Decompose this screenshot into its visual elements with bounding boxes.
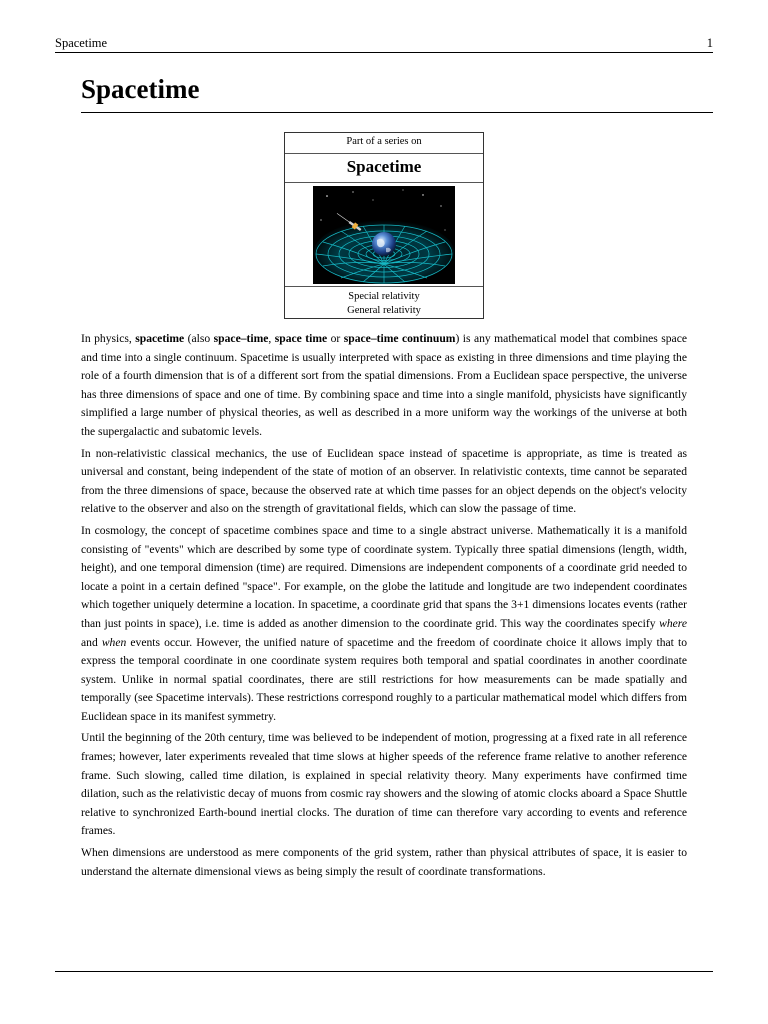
term-spacetime: spacetime	[135, 332, 185, 345]
paragraph-intro: In physics, spacetime (also space–time, space time or space–time continuum) is any mathematical model that combines space and time into a single continuum. Spacetime is usually interpreted with space as existing in three dimensions and time playing the role of a fourth dimension that is of a different sort from the spatial dimensions. From a Euclidean space perspective, the universe has three dimensions of space and one of time. By combining space and time into a single manifold, physicists have significantly simplified a large number of physical theories, as well as described in a more uniform way the workings of the universe at both the supergalactic and subatomic levels.	[81, 332, 687, 438]
page-number: 1	[706, 36, 713, 50]
paragraph-time-dilation: Until the beginning of the 20th century, time was believed to be independent of motion, progressing at a fixed rate in all reference frames; however, later experiments revealed that time slows at higher speeds of the reference frame relative to another reference frame. Such slowing, called time dilation, is explained in special relativity theory. Many experiments have confirmed time dilation, such as the relativistic decay of muons from cosmic ray showers and the slowing of atomic clocks aboard a Space Shuttle relative to synchronized Earth-bound inertial clocks. The duration of time can therefore vary according to events and reference frames.	[81, 731, 687, 838]
emphasis-when: when	[101, 635, 127, 649]
title-divider	[81, 112, 713, 113]
infobox-links	[285, 287, 483, 318]
infobox-series-label: Part of a series on	[285, 133, 483, 154]
page-title: Spacetime	[81, 74, 200, 104]
term-space-time: space–time	[213, 332, 269, 345]
link-general-relativity[interactable]: General relativity	[347, 305, 421, 316]
infobox-image	[285, 183, 483, 287]
paragraph-cosmology: In cosmology, the concept of spacetime combines space and time to a single abstract universe. Mathematically it is a manifold consisting of "events" which are described by some type of coordinate system. Typically three spatial dimensions (length, width, height), and one temporal dimension (time) are required. Dimensions are independent components of a coordinate grid needed to locate a point in a certain defined "space". For example, on the globe the latitude and longitude are two independent coordinates which together uniquely determine a location. In spacetime, a coordinate grid that spans the 3+1 dimensions locates events (rather than just points in space), i.e. time is added as another dimension to the coordinate grid. This way the coordinates specify where and when events occur. However, the unified nature of spacetime and the freedom of coordinate choice it allows imply that to express the temporal coordinate in one coordinate system requires both temporal and spatial coordinates in another coordinate system. Unlike in normal spatial coordinates, there are still restrictions for how measurements can be made spatially and temporally (see Spacetime intervals). These restrictions correspond roughly to a particular mathematical model which differs from Euclidean space in its manifest symmetry.	[81, 523, 687, 723]
series-infobox	[284, 132, 484, 319]
paragraph-classical-mechanics: In non-relativistic classical mechanics, the use of Euclidean space instead of spacetime is appropriate, as time is treated as universal and constant, being independent of the state of motion of an observer. In relativistic contexts, time cannot be separated from the three dimensions of space, because the observed rate at which time passes for an object depends on the object's velocity relative to the observer and also on the strength of gravitational fields, which can slow the passage of time.	[81, 446, 687, 516]
running-header	[55, 36, 713, 53]
article-body	[81, 330, 687, 884]
term-space-time-continuum: space–time continuum	[343, 332, 456, 345]
infobox-series-title[interactable]: Spacetime	[285, 154, 483, 183]
running-header-title: Spacetime	[55, 36, 108, 50]
emphasis-where: where	[659, 616, 687, 630]
spacetime-curvature-icon	[313, 186, 455, 284]
footer-divider	[55, 971, 713, 972]
paragraph-dimensions: When dimensions are understood as mere components of the grid system, rather than physical attributes of space, it is easier to understand the alternate dimensional views as being simply the result of coordinate transformations.	[81, 846, 687, 878]
term-space-time-spaced: space time	[274, 332, 328, 345]
link-special-relativity[interactable]: Special relativity	[348, 291, 420, 302]
